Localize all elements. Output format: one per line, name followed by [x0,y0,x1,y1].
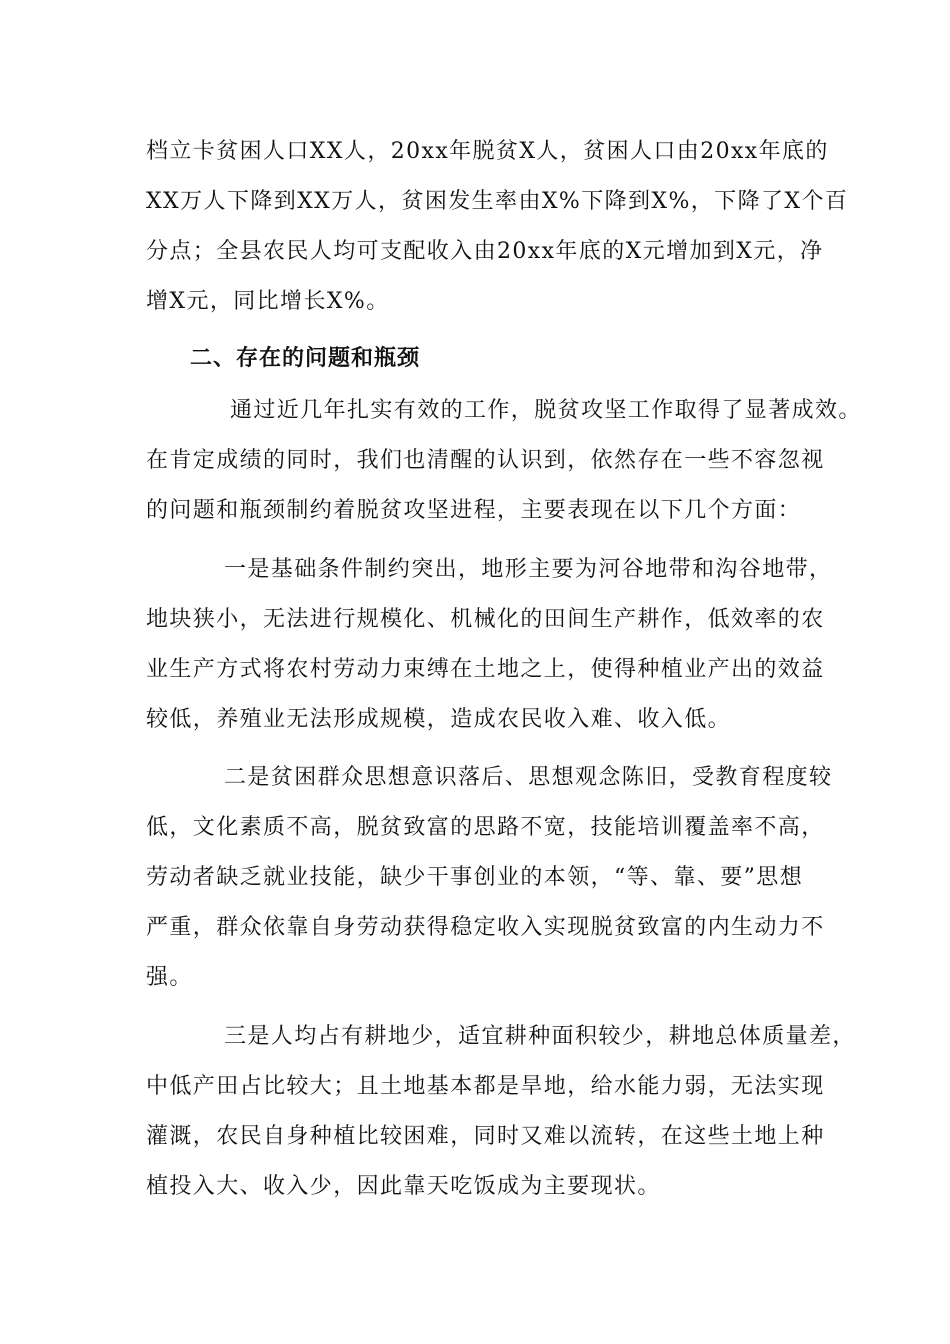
overview-line-3: 的问题和瓶颈制约着脱贫攻坚进程，主要表现在以下几个方面： [146,498,802,523]
intro-line-2: XX万人下降到XX万人，贫困发生率由X%下降到X%，下降了X个百 [146,189,849,214]
section-heading: 二、存在的问题和瓶颈 [190,346,421,371]
point-three-line-3: 灌溉，农民自身种植比较困难，同时又难以流转，在这些土地上种 [146,1124,825,1149]
point-two-line-4: 严重，群众依靠自身劳动获得稳定收入实现脱贫致富的内生动力不 [146,915,825,940]
point-two-line-1: 二是贫困群众思想意识落后、思想观念陈旧，受教育程度较 [224,765,833,790]
point-one-line-3: 业生产方式将农村劳动力束缚在土地之上，使得种植业产出的效益 [146,657,825,682]
point-one-line-4: 较低，养殖业无法形成规模，造成农民收入难、收入低。 [146,707,732,732]
point-two-line-5: 强。 [146,965,193,990]
intro-line-3: 分点；全县农民人均可支配收入由20xx年底的X元增加到X元，净 [146,239,824,264]
point-three-line-1: 三是人均占有耕地少，适宜耕种面积较少，耕地总体质量差， [224,1024,856,1049]
intro-line-1: 档立卡贫困人口XX人，20xx年脱贫X人，贫困人口由20xx年底的 [146,139,829,164]
overview-line-1: 通过近几年扎实有效的工作，脱贫攻坚工作取得了显著成效。 [230,398,862,423]
intro-line-4: 增X元，同比增长X%。 [146,289,390,314]
point-three-line-4: 植投入大、收入少，因此靠天吃饭成为主要现状。 [146,1174,661,1199]
overview-line-2: 在肯定成绩的同时，我们也清醒的认识到，依然存在一些不容忽视 [146,448,825,473]
point-two-line-2: 低，文化素质不高，脱贫致富的思路不宽，技能培训覆盖率不高， [146,815,825,840]
point-two-line-3: 劳动者缺乏就业技能，缺少干事创业的本领，“等、靠、要”思想 [146,865,804,890]
point-three-line-2: 中低产田占比较大；且土地基本都是旱地，给水能力弱，无法实现 [146,1074,825,1099]
point-one-line-1: 一是基础条件制约突出，地形主要为河谷地带和沟谷地带， [224,557,833,582]
point-one-line-2: 地块狭小，无法进行规模化、机械化的田间生产耕作，低效率的农 [146,607,825,632]
